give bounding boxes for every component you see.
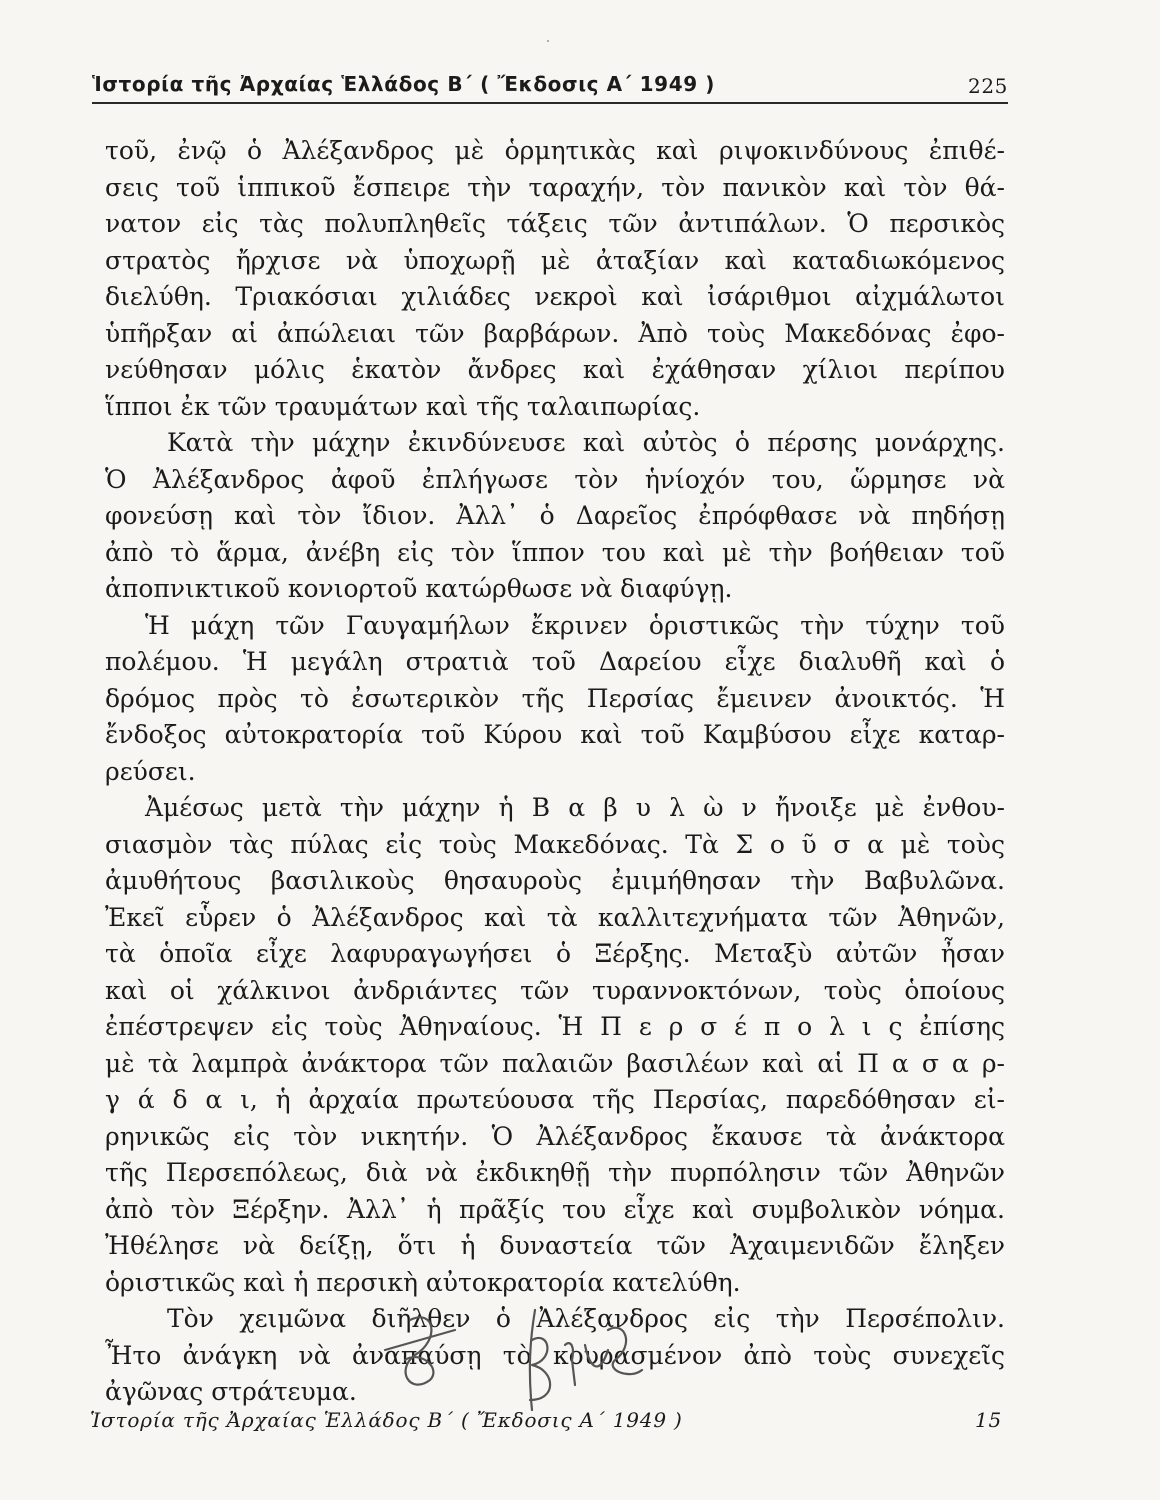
text-line: δρόμος πρὸς τὸ ἐσωτερικὸν τῆς Περσίας ἔμεινεν ἀνοικτός. Ἡ [105, 683, 1005, 713]
footer-page-number: 15 [974, 1408, 1002, 1432]
text-line: Ἡ μάχη τῶν Γαυγαμήλων ἔκρινεν ὁριστικῶς τὴν τύχην τοῦ [145, 610, 1005, 640]
text-line: Ἠθέλησε νὰ δείξῃ, ὅτι ἡ δυναστεία τῶν Ἀχαιμενιδῶν ἔληξεν [105, 1231, 1005, 1260]
text-line: καὶ οἱ χάλκινοι ἀνδριάντες τῶν τυραννοκτόνων, τοὺς ὁποίους [105, 975, 1005, 1005]
text-line: Τὸν χειμῶνα διῆλθεν ὁ Ἀλέξανδρος εἰς τὴν Περσέπολιν. [167, 1304, 1005, 1333]
text-line: νατον εἰς τὰς πολυπληθεῖς τάξεις τῶν ἀντιπάλων. Ὁ περσικὸς [105, 209, 1005, 238]
text-line: ρεύσει. [105, 756, 196, 786]
text-line: τῆς Περσεπόλεως, διὰ νὰ ἐκδικηθῇ τὴν πυρπόλησιν τῶν Ἀθηνῶν [105, 1158, 1005, 1187]
text-line: νεύθησαν μόλις ἑκατὸν ἄνδρες καὶ ἐχάθησαν χίλιοι περίπου [105, 355, 1005, 384]
text-line: σεις τοῦ ἱππικοῦ ἔσπειρε τὴν ταραχήν, τὸν πανικὸν καὶ τὸν θά- [105, 172, 1005, 202]
text-line: Ἦτο ἀνάγκη νὰ ἀναπαύσῃ τὸ κουρασμένον ἀπὸ τοὺς συνεχεῖς [105, 1340, 1005, 1370]
text-line: ἀπὸ τὸν Ξέρξην. Ἀλλ᾿ ἡ πρᾶξίς του εἶχε καὶ συμβολικὸν νόημα. [105, 1194, 1005, 1224]
text-line: ἐπέστρεψεν εἰς τοὺς Ἀθηναίους. Ἡ Π ε ρ σ έ π ο λ ι ς ἐπίσης [105, 1012, 1005, 1041]
text-line: ἀπὸ τὸ ἅρμα, ἀνέβη εἰς τὸν ἵππον του καὶ μὲ τὴν βοήθειαν τοῦ [105, 537, 1005, 567]
text-line: Ἐκεῖ εὗρεν ὁ Ἀλέξανδρος καὶ τὰ καλλιτεχνήματα τῶν Ἀθηνῶν, [105, 902, 1005, 932]
text-line: ὑπῆρξαν αἱ ἀπώλειαι τῶν βαρβάρων. Ἀπὸ τοὺς Μακεδόνας ἐφο- [105, 318, 1005, 348]
text-line: ὁριστικῶς καὶ ἡ περσικὴ αὐτοκρατορία κατελύθη. [105, 1267, 741, 1297]
text-line: τοῦ, ἐνῷ ὁ Ἀλέξανδρος μὲ ὁρμητικὰς καὶ ριψοκινδύνους ἐπιθέ- [105, 136, 1005, 165]
speck-mark [547, 40, 549, 42]
running-header-title: Ἱστορία τῆς Ἀρχαίας Ἑλλάδος Β΄ ( Ἔκδοσις Α΄ 1949 ) [92, 72, 716, 96]
text-line: μὲ τὰ λαμπρὰ ἀνάκτορα τῶν παλαιῶν βασιλέων καὶ αἱ Π α σ α ρ- [105, 1048, 1005, 1078]
text-line: διελύθη. Τριακόσιαι χιλιάδες νεκροὶ καὶ ἰσάριθμοι αἰχμάλωτοι [105, 282, 1005, 311]
text-line: ἀποπνικτικοῦ κονιορτοῦ κατώρθωσε νὰ διαφύγῃ. [105, 574, 733, 603]
page-footer [90, 1408, 1006, 1438]
running-header [92, 70, 1008, 104]
text-line: πολέμου. Ἡ μεγάλη στρατιὰ τοῦ Δαρείου εἶχε διαλυθῆ καὶ ὁ [105, 647, 1005, 676]
text-line: ἀμυθήτους βασιλικοὺς θησαυροὺς ἐμιμήθησαν τὴν Βαβυλῶνα. [105, 866, 1005, 895]
text-line: στρατὸς ἤρχισε νὰ ὑποχωρῇ μὲ ἀταξίαν καὶ καταδιωκόμενος [105, 245, 1005, 275]
text-line: γ ά δ α ι, ἡ ἀρχαία πρωτεύουσα τῆς Περσίας, παρεδόθησαν εἰ- [105, 1085, 1005, 1114]
text-line: σιασμὸν τὰς πύλας εἰς τοὺς Μακεδόνας. Τὰ Σ ο ῦ σ α μὲ τοὺς [105, 829, 1005, 859]
text-line: ἵπποι ἐκ τῶν τραυμάτων καὶ τῆς ταλαιπωρίας. [105, 391, 701, 421]
text-line: ρηνικῶς εἰς τὸν νικητήν. Ὁ Ἀλέξανδρος ἔκαυσε τὰ ἀνάκτορα [105, 1121, 1005, 1151]
text-line: Ὁ Ἀλέξανδρος ἀφοῦ ἐπλήγωσε τὸν ἡνίοχόν του, ὥρμησε νὰ [105, 464, 1005, 494]
running-header-page-number: 225 [968, 74, 1008, 98]
text-line: φονεύσῃ καὶ τὸν ἴδιον. Ἀλλ᾿ ὁ Δαρεῖος ἐπρόφθασε νὰ πηδήσῃ [105, 501, 1005, 530]
text-line: ἔνδοξος αὐτοκρατορία τοῦ Κύρου καὶ τοῦ Καμβύσου εἶχε καταρ- [105, 720, 1005, 749]
text-line: Ἀμέσως μετὰ τὴν μάχην ἡ Β α β υ λ ὼ ν ἤνοιξε μὲ ἐνθου- [145, 793, 1005, 822]
text-line: Κατὰ τὴν μάχην ἐκινδύνευσε καὶ αὐτὸς ὁ πέρσης μονάρχης. [167, 428, 1005, 457]
footer-title: Ἱστορία τῆς Ἀρχαίας Ἑλλάδος Β΄ ( Ἔκδοσις Α΄ 1949 ) [90, 1408, 683, 1432]
text-line: τὰ ὁποῖα εἶχε λαφυραγωγήσει ὁ Ξέρξης. Μεταξὺ αὐτῶν ἦσαν [105, 939, 1005, 968]
body-text [105, 133, 1005, 1411]
text-line: ἀγῶνας στράτευμα. [105, 1377, 357, 1406]
